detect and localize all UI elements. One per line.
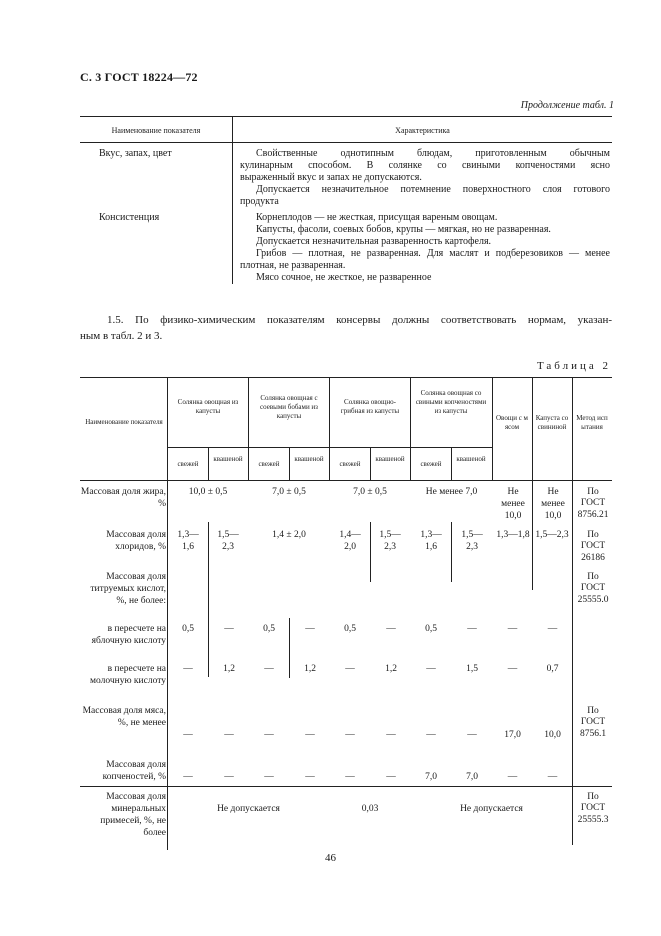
t2-head-veg-meat: Овощи с мясом [496, 414, 528, 431]
t2-cell: — [507, 664, 518, 674]
paragraph-1-5 [80, 313, 612, 345]
continuation-label: Продолжение табл. 1 [520, 100, 614, 111]
table1-row-name: Консистенция [99, 212, 160, 223]
table2-vline [492, 377, 493, 480]
t2-cell: — [264, 772, 274, 782]
t2-row-fat-name: Массовая доля жира, % [80, 487, 166, 509]
t2-cell: 1,3—1,8 [496, 530, 530, 540]
t2-method: По ГОСТ 8756.21 [577, 487, 609, 520]
t2-row-mineral-name: Массовая доля минеральных примесей, %, не более [100, 792, 166, 838]
paragraph-line: ным в табл. 2 и 3. [80, 329, 163, 342]
t2-cell: 1,5 [466, 664, 478, 674]
t2-sub-sour: квашеной [456, 455, 486, 463]
t2-method: По ГОСТ 25555.0 [577, 572, 609, 605]
t2-head-name: Наименование показателя [85, 418, 163, 426]
t2-head-group1: Солянка овощная из капусты [177, 398, 239, 415]
t2-cell: 17,0 [504, 730, 521, 740]
page-header: С. 3 ГОСТ 18224—72 [80, 70, 198, 84]
t2-cell: — [507, 624, 518, 634]
t2-cell: 10,0 ± 0,5 [188, 487, 228, 497]
t2-cell: — [467, 624, 477, 634]
table2-vline [370, 522, 371, 582]
table2-row-rule [80, 786, 612, 787]
table1-divider [232, 116, 233, 284]
text-line: Капусты, фасоли, соевых бобов, крупы — мягкая, но не разваренная. [256, 224, 551, 235]
table1-col-char: Характеристика [395, 126, 450, 135]
t2-cell: 1,5—2,3 [535, 530, 569, 540]
table2-vline [572, 480, 573, 845]
t2-head-cabbage-pork: Капуста со свининой [535, 414, 569, 431]
t2-cell: 7,0 ± 0,5 [272, 487, 306, 497]
text-line: Грибов — плотная, не разваренная. Для маслят и подберезовиков — менее [256, 248, 610, 259]
table2-vline [208, 522, 209, 677]
t2-row-lactic-name: в пересчете на молочную кислоту [89, 664, 166, 686]
table2-subheader-rule [168, 447, 492, 448]
text-line: Корнеплодов — не жесткая, присущая вареным овощам. [256, 212, 498, 223]
table2-vline [208, 447, 209, 480]
t2-cell: — [345, 730, 355, 740]
t2-cell: 1,2 [304, 664, 316, 674]
t2-row-apple-name: в пересчете на яблочную кислоту [91, 624, 166, 646]
t2-cell: 1,5—2,3 [379, 530, 401, 552]
t2-head-group3: Солянка овощно-грибная из капусты [340, 398, 400, 415]
t2-cell: 1,4—2,0 [339, 530, 361, 552]
t2-cell: — [264, 730, 274, 740]
text-line: Допускается незначительное потемнение поверхностного слоя готового [256, 184, 610, 195]
table2-vline [532, 480, 533, 590]
t2-cell: Не допускается [217, 804, 280, 814]
t2-cell: — [305, 730, 315, 740]
table2-vline [572, 377, 573, 480]
t2-cell: — [547, 772, 558, 782]
t2-head-group4: Солянка овощная со свиными копченостями из капусты [415, 389, 487, 415]
t2-cell: 1,3—1,6 [177, 530, 199, 552]
t2-cell: 10,0 [544, 730, 561, 740]
text-line: плотная, не разваренная. [240, 260, 346, 271]
t2-cell: — [426, 664, 436, 674]
t2-cell: 1,5—2,3 [217, 530, 239, 552]
page-number: 46 [325, 852, 336, 864]
table1-row-name: Вкус, запах, цвет [99, 148, 172, 159]
t2-sub-sour: квашеной [294, 455, 324, 463]
table2-vline [451, 522, 452, 582]
t2-cell: 7,0 ± 0,5 [353, 487, 387, 497]
text-line: выраженный вкус и запах не допускаются. [240, 172, 422, 183]
t2-head-method: Метод испытания [576, 414, 608, 431]
t2-cell: — [386, 772, 396, 782]
t2-sub-fresh: свежей [177, 460, 199, 468]
t2-method: По ГОСТ 25555.3 [577, 792, 609, 825]
t2-cell: — [224, 772, 234, 782]
t2-cell: — [386, 624, 396, 634]
t2-cell: — [305, 624, 315, 634]
t2-cell: 1,2 [223, 664, 235, 674]
table1-row-text [240, 148, 610, 208]
t2-cell: — [183, 772, 193, 782]
text-line: продукта [240, 196, 279, 207]
text-line: Свойственные однотипным блюдам, приготовленным обычным [256, 148, 610, 159]
t2-cell: 0,03 [361, 804, 379, 814]
table1-top-rule [80, 116, 612, 117]
table2-vline [370, 447, 371, 480]
t2-row-acid-name: Массовая доля титруемых кислот, %, не более: [90, 572, 166, 606]
t2-cell: 7,0 [425, 772, 437, 782]
table2-vline [451, 447, 452, 480]
t2-cell: 0,7 [546, 664, 559, 674]
t2-row-meat-name: Массовая доля мяса, %, не менее [82, 706, 166, 728]
t2-method: По ГОСТ 26186 [580, 530, 606, 563]
t2-cell: 1,3—1,6 [420, 530, 442, 552]
t2-cell: 0,5 [263, 624, 275, 634]
text-line: Допускается незначительная разваренность картофеля. [256, 236, 492, 247]
t2-cell: 1,4 ± 2,0 [272, 530, 306, 540]
t2-cell: Не менее 10,0 [501, 487, 525, 521]
t2-sub-sour: квашеной [213, 455, 243, 463]
paragraph-line: 1.5. По физико-химическим показателям консервы должны соответствовать нормам, указан- [107, 314, 612, 326]
table2-vline [289, 447, 290, 480]
text-line: Мясо сочное, не жесткое, не разваренное [256, 272, 432, 283]
t2-cell: — [426, 730, 436, 740]
t2-sub-fresh: свежей [339, 460, 361, 468]
t2-cell: — [386, 730, 396, 740]
t2-row-chl-name: Массовая доля хлоридов, % [106, 530, 166, 552]
t2-sub-sour: квашеной [375, 455, 405, 463]
t2-cell: Не допускается [460, 804, 523, 814]
t2-cell: — [224, 624, 234, 634]
t2-cell: — [507, 772, 518, 782]
table1-header-rule [80, 142, 612, 143]
t2-cell: — [345, 772, 355, 782]
t2-cell: 0,5 [182, 624, 194, 634]
t2-sub-fresh: свежей [420, 460, 442, 468]
t2-cell: 1,5—2,3 [461, 530, 483, 552]
t2-cell: — [183, 730, 193, 740]
t2-cell: Не менее 7,0 [425, 487, 478, 497]
t2-head-group2: Солянка овощная с соевыми бобами из капусты [260, 394, 318, 420]
text-line: кулинарным способом. В солянке со свиными копченостями ясно [240, 160, 610, 171]
t2-cell: 7,0 [466, 772, 478, 782]
t2-cell: 1,2 [385, 664, 397, 674]
t2-cell: — [224, 730, 234, 740]
t2-cell: — [183, 664, 193, 674]
t2-cell: — [467, 730, 477, 740]
t2-method: По ГОСТ 8756.1 [579, 706, 607, 739]
t2-cell: — [345, 664, 355, 674]
t2-sub-fresh: свежей [258, 460, 280, 468]
table2-vline [532, 377, 533, 480]
table2-label: Таблица 2 [536, 360, 611, 372]
t2-cell: — [547, 624, 558, 634]
table1-col-name: Наименование показателя [111, 126, 201, 135]
t2-cell: 0,5 [344, 624, 356, 634]
t2-row-smoked-name: Массовая доля копченостей, % [102, 760, 166, 782]
t2-cell: — [264, 664, 274, 674]
t2-cell: Не менее 10,0 [541, 487, 565, 521]
t2-cell: 0,5 [425, 624, 437, 634]
t2-cell: — [305, 772, 315, 782]
table1-row-text [240, 212, 610, 284]
